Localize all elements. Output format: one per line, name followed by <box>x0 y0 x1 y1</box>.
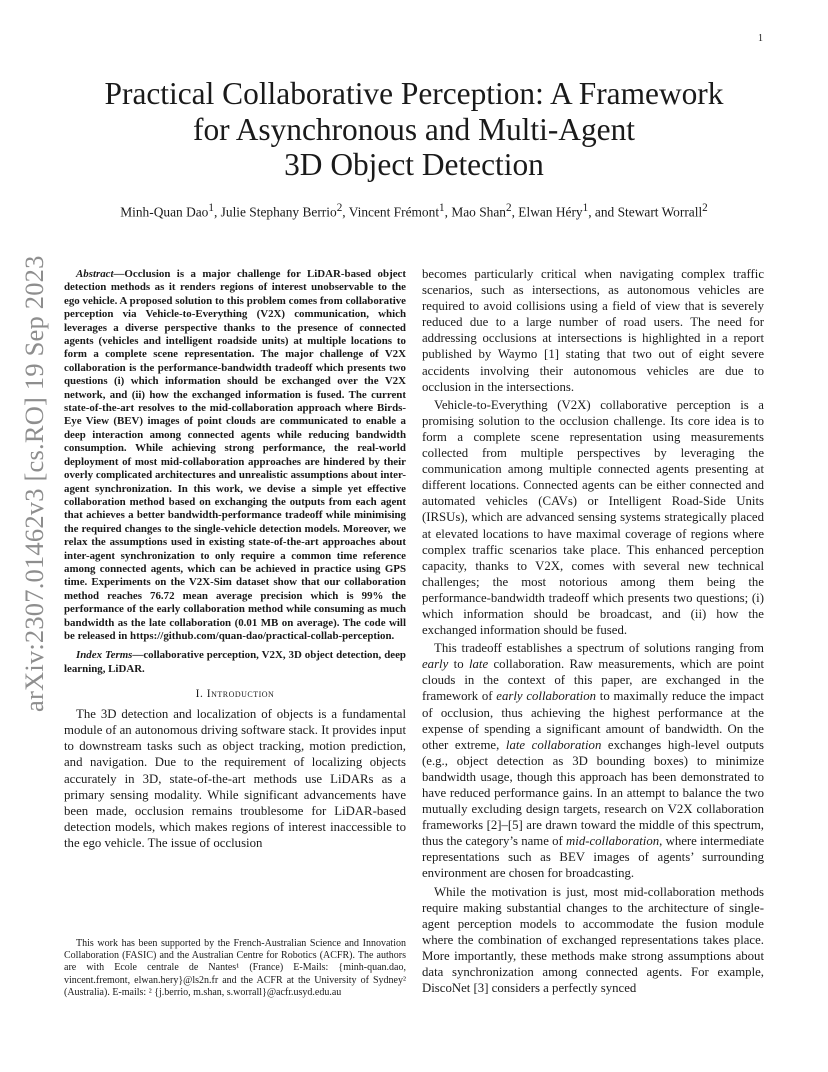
author-name: Elwan Héry <box>518 204 583 220</box>
emphasis: early collaboration <box>496 689 597 704</box>
author-affiliation: 2 <box>336 202 343 214</box>
emphasis: early <box>422 657 449 672</box>
abstract-text: —Occlusion is a major challenge for LiDAR-based object detection methods as it renders regions of interest unobservable to the ego vehicle. A proposed solution to this problem comes from collaborative perception via Vehicle-to-Everything (V2X) communication, which leverages a diverse perspective thanks to the presence of connected agents (vehicles and intelligent roadside units) at multiple locations to form a complete scene representation. The major challenge of V2X collaboration is the performance-bandwidth tradeoff which presents two questions (i) which information should be exchanged over the V2X network, and (ii) how the exchanged information is fused. The current state-of-the-art resolves to the mid-collaboration approach where Birds-Eye View (BEV) images of point clouds are communicated to enable a deep interaction among connected agents while reducing bandwidth consumption. While achieving strong performance, the real-world deployment of most mid-collaboration approaches are hindered by their overly complicated architectures and unrealistic assumptions about inter-agent synchronization. In this work, we devise a simple yet effective collaboration method based on exchanging the outputs from each agent that achieves a better bandwidth-performance tradeoff while minimising the required changes to the single-vehicle detection models. Moreover, we relax the assumptions used in existing state-of-the-art approaches about inter-agent synchronization to only require a common time reference among connected agents, which can be achieved in practice using GPS time. Experiments on the V2X-Sim dataset show that our collaboration method reaches 76.72 mean average precision which is 99% the performance of the early collaboration method while consuming as much bandwidth as the late collaboration (0.01 MB on average). The code will be released in https://github.com/quan-dao/practical-collab-perception. <box>64 268 406 642</box>
text-run: This tradeoff establishes a spectrum of solutions ranging from <box>434 641 764 656</box>
author-separator: , <box>213 204 221 220</box>
section-heading-introduction: I. Introduction <box>195 688 275 701</box>
body-paragraph: Vehicle-to-Everything (V2X) collaborative perception is a promising solution to the occlusion challenge. Its core idea is to form a complete scene representation using measurements collected from multiple perspectives by leveraging the communication among multiple connected agents presenting at different locations. Connected agents can be either connected and automated vehicles (CAVs) or Intelligent Road-Side Units (IRSUs), which are advanced sensing systems strategically placed at elevated locations to have maximal coverage of regions where complex traffic scenarios take place. This enhanced perception capacity, thanks to V2X, comes with several new technical challenges; the most notorious among them being the performance-bandwidth tradeoff which presents two questions; (i) which information should be broadcast, and (ii) how the exchanged information should be fused. <box>422 397 764 638</box>
emphasis: late <box>468 657 489 672</box>
index-terms <box>64 649 406 676</box>
author-affiliation: 1 <box>208 202 214 214</box>
paper-title <box>64 76 764 183</box>
body-paragraph <box>422 640 764 881</box>
arxiv-stamp: arXiv:2307.01462v3 [cs.RO] 19 Sep 2023 <box>19 255 49 712</box>
emphasis: mid-collaboration <box>566 834 660 849</box>
body-paragraph: While the motivation is just, most mid-collaboration methods require making substantial changes to the architecture of single-agent perception models to accommodate the fusion module where the combination of exchanged representations takes place. More importantly, these methods make strong assumptions about data synchronization among connected agents. For example, DiscoNet [3] considers a perfectly synced <box>422 884 764 996</box>
abstract-label: Abstract <box>76 268 114 280</box>
author-name: Vincent Frémont <box>348 204 440 220</box>
title-line-3: 3D Object Detection <box>284 147 544 182</box>
author-separator: , and <box>588 204 618 220</box>
author-affiliation: 2 <box>702 202 708 214</box>
abstract <box>64 268 406 643</box>
author-separator: , <box>444 204 452 220</box>
author-affiliation: 1 <box>439 202 445 214</box>
author-list <box>40 202 788 220</box>
author-name: Mao Shan <box>451 204 507 220</box>
author-separator: , <box>342 204 349 220</box>
intro-paragraph: The 3D detection and localization of objects is a fundamental module of an autonomous driving software stack. It provides input to downstream tasks such as object tracking, motion prediction, and navigation. Due to the requirement of localizing objects accurately in 3D, state-of-the-art methods use LiDARs as a primary sensing modality. While significant advancements have been made, occlusion remains troublesome for LiDAR-based detection models, which makes regions of interest inaccessible to the ego vehicle. The issue of occlusion <box>64 707 406 850</box>
right-column <box>422 266 764 996</box>
author-name: Minh-Quan Dao <box>120 204 209 220</box>
index-terms-label: Index Terms <box>76 649 133 662</box>
title-line-2: for Asynchronous and Multi-Agent <box>192 111 636 147</box>
index-terms-text: —collaborative perception, V2X, 3D object detection, deep learning, LiDAR. <box>64 649 406 675</box>
emphasis: late collaboration <box>505 737 602 752</box>
title-line-1: Practical Collaborative Perception: A Framework <box>104 76 724 111</box>
author-separator: , <box>511 204 519 220</box>
author-affiliation: 2 <box>506 202 512 214</box>
left-column <box>64 268 406 851</box>
author-affiliation: 1 <box>582 202 589 214</box>
text-run: to maximally reduce the impact of occlusion, thus achieving the highest performance at the expense of spending a significant amount of bandwidth. On the other extreme, <box>422 689 764 752</box>
footnote: This work has been supported by the French-Australian Science and Innovation Collaboration (FASIC) and the Australian Centre for Robotics (ACFR). The authors are with Ecole centrale de Nantes¹ (France) E-Mails: {minh-quan.dao, vincent.fremont, elwan.hery}@ls2n.fr and the ACFR at the University of Sydney² (Australia). E-mails: ² {j.berrio, m.shan, s.worrall}@acfr.usyd.edu.au <box>64 938 406 998</box>
text-run: , where intermediate representations such as BEV images of agents’ surrounding environment are chosen for broadcasting. <box>422 834 765 881</box>
page-number: 1 <box>758 33 763 44</box>
author-name: Stewart Worrall <box>617 204 703 220</box>
body-paragraph: becomes particularly critical when navigating complex traffic scenarios, such as intersections, as autonomous vehicles are required to avoid collisions using a field of view that is severely reduced due to a large number of road users. The need for addressing occlusions at intersections is highlighted in a report published by Waymo [1] stating that two out of eight severe accidents involving their autonomous vehicles are due to occlusion in the intersections. <box>422 267 764 394</box>
text-run: to <box>448 657 469 672</box>
text-run: exchanges high-level outputs (e.g., object detection as 3D bounding boxes) to minimize bandwidth usage, though this approach has been demonstrated to have reduced performance gains. In an attempt to balance the two mutually excluding design targets, research on V2X collaboration frameworks [2]–[5] are drawn toward the middle of this spectrum, thus the category’s name of <box>422 737 764 849</box>
author-name: Julie Stephany Berrio <box>220 204 337 220</box>
text-run: collaboration. Raw measurements, which are point clouds in the context of this paper, are exchanged in the framework of <box>422 657 765 704</box>
